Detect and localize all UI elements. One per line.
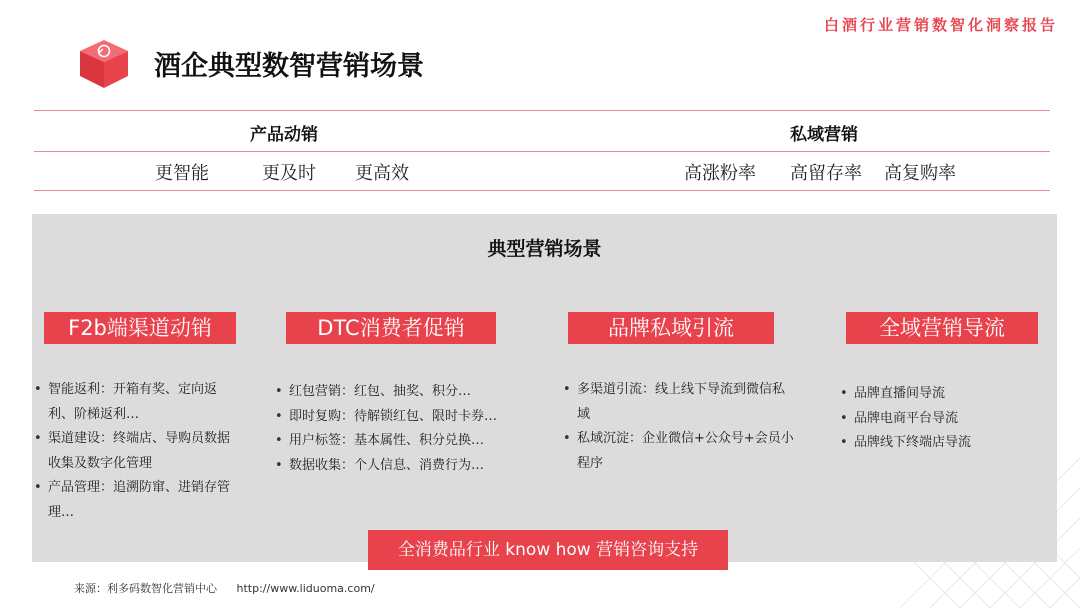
list-item: • 渠道建设：终端店、导购员数据收集及数字化管理 — [34, 427, 232, 476]
product-tag: 更高效 — [355, 163, 409, 184]
private-tag: 高留存率 — [790, 163, 862, 184]
list-item: • 智能返利：开箱有奖、定向返利、阶梯返利… — [34, 378, 232, 427]
source-note — [74, 580, 375, 596]
private-group-heading: 私域营销 — [790, 125, 858, 145]
list-item: • 产品管理：追溯防窜、进销存管理… — [34, 476, 232, 525]
list-item: • 数据收集：个人信息、消费行为… — [275, 454, 525, 479]
page-title: 酒企典型数智营销场景 — [154, 51, 424, 82]
list-item: • 品牌直播间导流 — [840, 382, 1040, 407]
scenario-title: F2b端渠道动销 — [44, 312, 236, 344]
list-item: • 即时复购：待解锁红包、限时卡券… — [275, 405, 525, 430]
private-tag: 高复购率 — [884, 163, 956, 184]
scenario-list — [840, 382, 1040, 456]
scenario-list — [275, 380, 525, 478]
product-tag: 更智能 — [155, 163, 209, 184]
report-title-tag: 白酒行业营销数智化洞察报告 — [823, 16, 1058, 34]
product-group-heading: 产品动销 — [250, 125, 318, 145]
list-item: • 红包营销：红包、抽奖、积分… — [275, 380, 525, 405]
scenario-list — [34, 378, 232, 525]
source-url-link[interactable]: http://www.liduoma.com/ — [236, 582, 375, 595]
list-item: • 私域沉淀：企业微信+公众号+会员小程序 — [563, 427, 795, 476]
list-item: • 用户标签：基本属性、积分兑换… — [275, 429, 525, 454]
scenario-list — [563, 378, 795, 476]
divider-top — [34, 110, 1050, 111]
private-tag: 高涨粉率 — [684, 163, 756, 184]
list-item: • 品牌线下终端店导流 — [840, 431, 1040, 456]
list-item: • 品牌电商平台导流 — [840, 407, 1040, 432]
scenario-panel — [32, 214, 1057, 562]
cube-logo-icon — [76, 38, 132, 90]
scenario-title: DTC消费者促销 — [286, 312, 496, 344]
panel-title: 典型营销场景 — [487, 238, 602, 260]
scenario-title: 品牌私域引流 — [568, 312, 774, 344]
source-label: 来源：利多码数智化营销中心 — [74, 582, 217, 595]
consulting-support-banner: 全消费品行业 know how 营销咨询支持 — [368, 530, 728, 570]
scenario-title: 全域营销导流 — [846, 312, 1038, 344]
list-item: • 多渠道引流：线上线下导流到微信私域 — [563, 378, 795, 427]
divider-middle — [34, 151, 1050, 152]
divider-bottom — [34, 190, 1050, 191]
product-tag: 更及时 — [262, 163, 316, 184]
